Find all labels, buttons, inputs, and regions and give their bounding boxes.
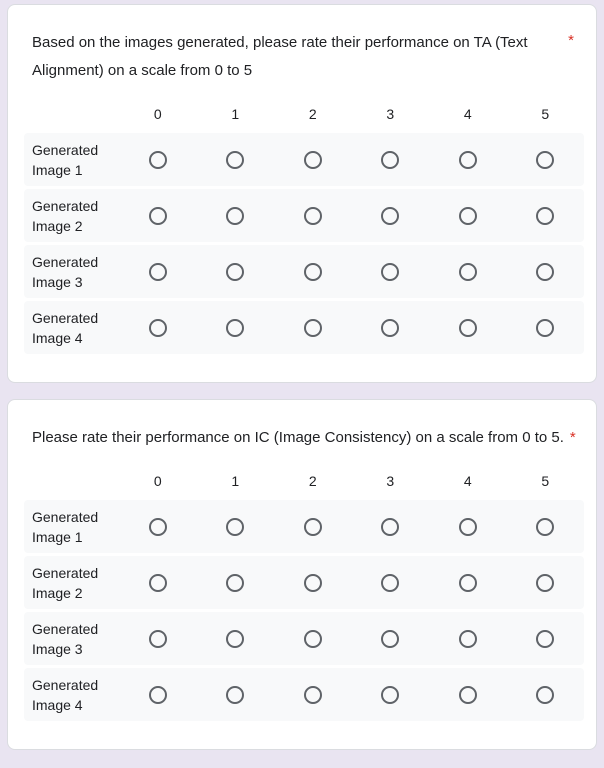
radio-button[interactable]: [536, 574, 554, 592]
row-label: Generated Image 1: [32, 508, 99, 545]
radio-button[interactable]: [149, 574, 167, 592]
radio-cell: [197, 151, 275, 169]
rating-grid: [24, 462, 584, 721]
radio-button[interactable]: [381, 518, 399, 536]
radio-button[interactable]: [149, 207, 167, 225]
radio-button[interactable]: [226, 151, 244, 169]
radio-button[interactable]: [304, 207, 322, 225]
radio-cell: [197, 207, 275, 225]
radio-button[interactable]: [459, 630, 477, 648]
radio-cell: [274, 686, 352, 704]
radio-cell: [197, 319, 275, 337]
radio-cell: [119, 518, 197, 536]
radio-button[interactable]: [149, 518, 167, 536]
radio-button[interactable]: [304, 574, 322, 592]
radio-cell: [119, 319, 197, 337]
radio-cell: [197, 574, 275, 592]
radio-button[interactable]: [304, 151, 322, 169]
grid-row: [24, 556, 584, 609]
radio-cell: [429, 207, 507, 225]
grid-header-row: [24, 95, 584, 133]
radio-button[interactable]: [381, 207, 399, 225]
radio-cell: [507, 574, 585, 592]
grid-row: [24, 245, 584, 298]
radio-cell: [507, 686, 585, 704]
question-card-ta: [7, 4, 597, 383]
radio-cell: [507, 151, 585, 169]
radio-cell: [429, 630, 507, 648]
radio-button[interactable]: [149, 263, 167, 281]
grid-row: [24, 668, 584, 721]
column-header: 3: [386, 106, 395, 122]
radio-cell: [429, 319, 507, 337]
radio-button[interactable]: [149, 151, 167, 169]
radio-button[interactable]: [381, 574, 399, 592]
radio-cell: [197, 686, 275, 704]
radio-button[interactable]: [536, 630, 554, 648]
grid-row: [24, 500, 584, 553]
radio-cell: [352, 518, 430, 536]
column-header: 4: [463, 473, 472, 489]
radio-cell: [352, 630, 430, 648]
radio-button[interactable]: [536, 518, 554, 536]
radio-cell: [352, 319, 430, 337]
radio-button[interactable]: [381, 151, 399, 169]
radio-button[interactable]: [226, 630, 244, 648]
radio-button[interactable]: [459, 518, 477, 536]
column-header: 1: [231, 473, 240, 489]
grid-row: [24, 133, 584, 186]
column-header: 2: [308, 106, 317, 122]
radio-button[interactable]: [536, 319, 554, 337]
radio-cell: [429, 518, 507, 536]
column-header: 4: [463, 106, 472, 122]
radio-button[interactable]: [226, 207, 244, 225]
radio-cell: [197, 630, 275, 648]
column-header: 5: [541, 473, 550, 489]
row-label: Generated Image 2: [32, 564, 99, 601]
radio-cell: [274, 263, 352, 281]
radio-button[interactable]: [304, 686, 322, 704]
grid-header-row: [24, 462, 584, 500]
column-header: 0: [153, 473, 162, 489]
radio-cell: [197, 518, 275, 536]
radio-button[interactable]: [304, 518, 322, 536]
radio-button[interactable]: [381, 686, 399, 704]
radio-button[interactable]: [226, 263, 244, 281]
radio-button[interactable]: [226, 518, 244, 536]
radio-cell: [352, 686, 430, 704]
rating-grid: [24, 95, 584, 354]
radio-cell: [429, 574, 507, 592]
radio-cell: [352, 151, 430, 169]
radio-cell: [119, 263, 197, 281]
radio-button[interactable]: [536, 263, 554, 281]
required-asterisk: *: [568, 32, 574, 49]
radio-button[interactable]: [459, 319, 477, 337]
radio-cell: [119, 630, 197, 648]
row-label: Generated Image 1: [32, 141, 99, 178]
column-header: 2: [308, 473, 317, 489]
radio-cell: [352, 263, 430, 281]
radio-cell: [274, 151, 352, 169]
radio-cell: [119, 574, 197, 592]
radio-cell: [197, 263, 275, 281]
grid-row: [24, 612, 584, 665]
question-title-text: Please rate their performance on IC (Image Consistency) on a scale from 0 to 5.: [32, 429, 564, 446]
radio-cell: [274, 518, 352, 536]
radio-button[interactable]: [459, 207, 477, 225]
question-card-ic: [7, 399, 597, 750]
row-label: Generated Image 4: [32, 676, 99, 713]
radio-button[interactable]: [149, 630, 167, 648]
radio-cell: [274, 207, 352, 225]
radio-button[interactable]: [536, 151, 554, 169]
column-header: 0: [153, 106, 162, 122]
radio-cell: [429, 263, 507, 281]
radio-button[interactable]: [381, 263, 399, 281]
question-title: Based on the images generated, please rate their performance on TA (Text Alignment) on a scale from 0 to 5: [32, 34, 528, 79]
row-label: Generated Image 3: [32, 253, 99, 290]
radio-button[interactable]: [459, 151, 477, 169]
radio-cell: [507, 207, 585, 225]
radio-button[interactable]: [304, 630, 322, 648]
radio-cell: [352, 574, 430, 592]
required-asterisk: *: [569, 429, 576, 446]
radio-cell: [507, 518, 585, 536]
radio-button[interactable]: [381, 319, 399, 337]
radio-button[interactable]: [536, 207, 554, 225]
question-title: [24, 424, 584, 452]
grid-row: [24, 301, 584, 354]
radio-cell: [274, 574, 352, 592]
radio-button[interactable]: [459, 263, 477, 281]
row-label: Generated Image 4: [32, 309, 99, 346]
column-header: 5: [541, 106, 550, 122]
radio-button[interactable]: [226, 319, 244, 337]
grid-row: [24, 189, 584, 242]
radio-cell: [429, 151, 507, 169]
radio-button[interactable]: [149, 686, 167, 704]
radio-button[interactable]: [304, 319, 322, 337]
radio-button[interactable]: [459, 574, 477, 592]
radio-button[interactable]: [304, 263, 322, 281]
radio-cell: [507, 319, 585, 337]
column-header: 1: [231, 106, 240, 122]
radio-cell: [119, 686, 197, 704]
column-header: 3: [386, 473, 395, 489]
radio-cell: [429, 686, 507, 704]
radio-cell: [119, 151, 197, 169]
radio-button[interactable]: [459, 686, 477, 704]
row-label: Generated Image 3: [32, 620, 99, 657]
radio-cell: [274, 319, 352, 337]
radio-cell: [507, 263, 585, 281]
radio-button[interactable]: [226, 574, 244, 592]
radio-button[interactable]: [149, 319, 167, 337]
radio-cell: [274, 630, 352, 648]
row-label: Generated Image 2: [32, 197, 99, 234]
radio-button[interactable]: [536, 686, 554, 704]
radio-cell: [352, 207, 430, 225]
radio-cell: [119, 207, 197, 225]
radio-button[interactable]: [226, 686, 244, 704]
radio-button[interactable]: [381, 630, 399, 648]
radio-cell: [507, 630, 585, 648]
